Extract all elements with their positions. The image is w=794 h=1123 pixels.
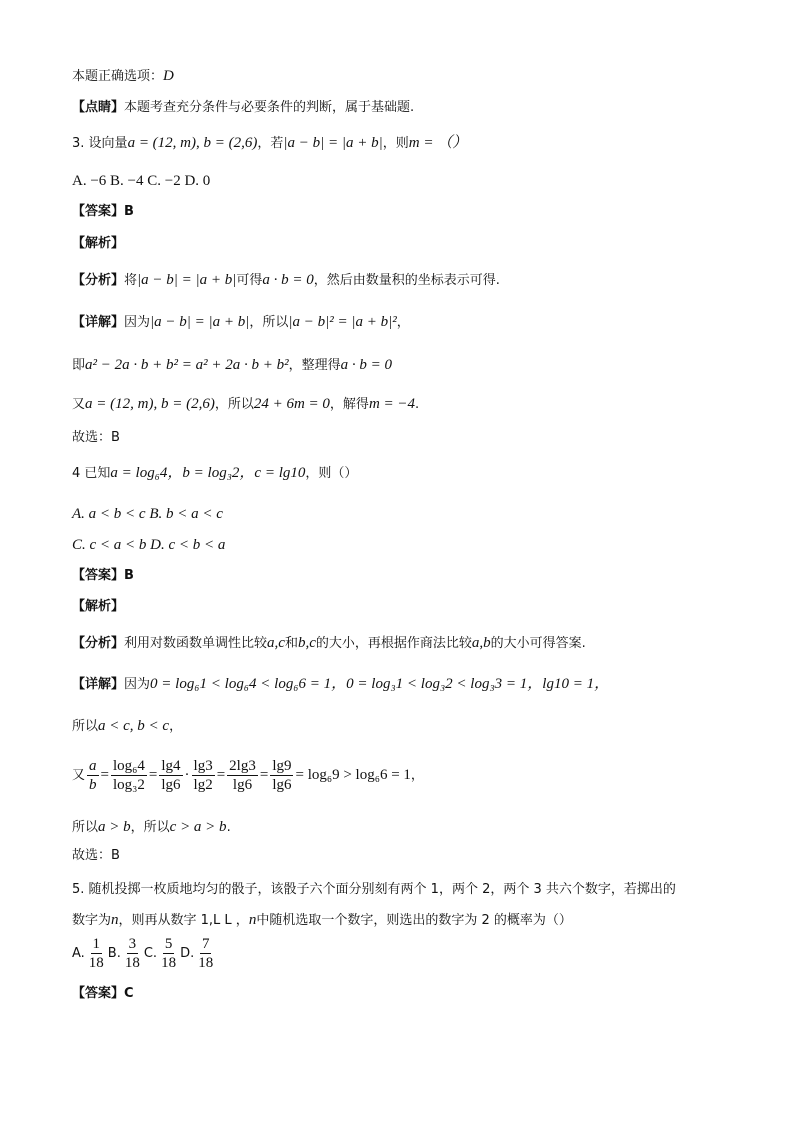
q3-ji-expr: a² − 2a · b + b² = a² + 2a · b + b² xyxy=(85,357,289,373)
q3-fenxi-tag: 【分析】 xyxy=(72,273,125,288)
q3-detail-tag: 【详解】 xyxy=(72,315,125,330)
q5-opt-a-label: A. xyxy=(72,946,85,961)
q3-you: 又 xyxy=(72,397,86,412)
frac-lg3 xyxy=(192,757,215,794)
q3-you-c: ，解得 xyxy=(329,397,369,412)
q4-detail-expr: 0 = log₆1 < log₆4 < log₆6 = 1，0 = log₃1 < log₃2 < log₃3 = 1，lg10 = 1， xyxy=(150,676,610,692)
q4-detail xyxy=(72,674,609,695)
frac3-num: lg4 xyxy=(161,758,181,774)
q4-conclusion xyxy=(72,846,120,866)
q3-vec-a: a = (12, m) xyxy=(127,135,197,151)
q3-ask: m = （） xyxy=(408,135,468,151)
frac5-num: 2lg3 xyxy=(229,758,256,774)
frac6-num: lg9 xyxy=(272,758,292,774)
q4-last-expr2: c > a > b xyxy=(169,819,227,835)
frac-a-over-b xyxy=(87,757,99,794)
q4-answer xyxy=(72,566,134,586)
q4-last-line xyxy=(72,817,231,838)
q4-last-end: . xyxy=(226,820,231,835)
q3-detail xyxy=(72,312,410,333)
q3-detail-c: ， xyxy=(396,315,410,330)
q3-options xyxy=(72,171,210,192)
frac4-num: lg3 xyxy=(193,758,213,774)
q5-line2-n2: n xyxy=(248,912,257,928)
q3-you-expr2: 24 + 6m = 0 xyxy=(253,396,330,412)
q3-ji-expr2: a · b = 0 xyxy=(340,357,393,373)
q3-you-line: 又a = (12, m), b = (2,6)，所以24 + 6m = 0，解得m = −4. xyxy=(72,396,420,412)
q3-ji: 即 xyxy=(72,358,86,373)
q3-you-expr: a = (12, m), b = (2,6) xyxy=(85,396,215,412)
q3-fenxi-expr: |a − b| = |a + b| xyxy=(137,272,237,288)
frac-log xyxy=(111,757,147,794)
q4-suoyi-expr: a < c, b < c xyxy=(98,718,170,734)
q4-suoyi-line xyxy=(72,716,182,737)
q4-options-cd xyxy=(72,535,225,556)
q3-fenxi-b: 可得 xyxy=(236,273,263,288)
q4-tail-end: ， xyxy=(410,768,424,783)
frac-lg4 xyxy=(159,757,182,794)
q3-detail-expr2: |a − b|² = |a + b|² xyxy=(288,314,397,330)
q5-opt-d-label: D. xyxy=(180,946,195,961)
q5-line1: 5. 随机投掷一枚质地均匀的骰子，该骰子六个面分别刻有两个 1，两个 2，两个 3 共六个数字，若掷出的 xyxy=(72,882,676,897)
q4-tail-expr: = log₆9 > log₆6 = 1 xyxy=(295,767,411,783)
q4-suoyi-end: ， xyxy=(169,719,183,734)
q4-options-cd-text: C. c < a < b D. c < b < a xyxy=(72,537,226,553)
q3-vec-b: b = (2,6) xyxy=(203,135,258,151)
note-line xyxy=(72,98,414,118)
q3-stem-a: 设向量 xyxy=(88,136,128,151)
q3-answer xyxy=(72,202,134,222)
q3-fenxi-expr2: a · b = 0 xyxy=(262,272,314,288)
q3-conclusion-text: 故选：B xyxy=(72,430,120,445)
q4-fenxi-bc: b,c xyxy=(297,635,316,651)
q5-opt-d-num: 7 xyxy=(201,936,210,952)
q3-conclusion xyxy=(72,428,120,448)
q5-opt-a-num: 1 xyxy=(92,936,101,952)
q4-stem-label: 4 已知 xyxy=(72,466,111,481)
q3-detail-expr: |a − b| = |a + b| xyxy=(150,314,250,330)
q4-suoyi-a: 所以 xyxy=(72,719,99,734)
q3-answer-tag: 【答案】B xyxy=(72,204,134,219)
q4-analysis-tag: 【解析】 xyxy=(72,599,125,614)
q4-fenxi-ab: a,b xyxy=(471,635,491,651)
q3-analysis xyxy=(72,234,124,254)
q5-opt-c-num: 5 xyxy=(164,936,173,952)
q4-fenxi-c: 的大小，再根据作商法比较 xyxy=(315,636,472,651)
q4-fenxi-ac: a,c xyxy=(267,635,285,651)
q3-ji-line xyxy=(72,355,392,376)
q4-stem-expr: a = log₆4，b = log₃2，c = lg10 xyxy=(110,465,306,481)
q3-options-text: A. −6 B. −4 C. −2 D. 0 xyxy=(72,173,211,189)
q5-opt-a-den: 18 xyxy=(88,955,104,971)
q5-line2-c: 中随机选取一个数字，则选出的数字为 2 的概率为（） xyxy=(256,913,572,928)
q5-opt-b-label: B. xyxy=(107,946,121,961)
q4-analysis xyxy=(72,597,124,617)
q5-answer-tag: 【答案】C xyxy=(72,986,134,1001)
q4-fenxi-d: 的大小可得答案. xyxy=(490,636,586,651)
q4-answer-tag: 【答案】B xyxy=(72,568,134,583)
q3-you-expr3: m = −4 xyxy=(368,396,416,412)
q3-condition: |a − b| = |a + b| xyxy=(283,135,383,151)
q4-fenxi-tag: 【分析】 xyxy=(72,636,125,651)
frac1-den: b xyxy=(89,777,97,793)
q4-last-expr: a > b xyxy=(98,819,131,835)
q5-opt-d-frac xyxy=(196,935,215,972)
q4-detail-tag: 【详解】 xyxy=(72,677,125,692)
frac-2lg3 xyxy=(227,757,258,794)
q4-detail-a: 因为 xyxy=(124,677,151,692)
q4-fenxi-b: 和 xyxy=(284,636,298,651)
q5-line2-b: ，则再从数字 1,L L ， xyxy=(118,913,249,928)
q3-ji-b: ，整理得 xyxy=(288,358,341,373)
q4-options-ab xyxy=(72,504,223,525)
q3-fenxi-c: ，然后由数量积的坐标表示可得. xyxy=(313,273,500,288)
q5-opt-b-frac xyxy=(123,935,142,972)
answer-label: 本题正确选项： xyxy=(72,69,164,84)
q3-stem-c: ，则 xyxy=(382,136,409,151)
q5-stem-line2 xyxy=(72,910,572,931)
q3-you-b: ，所以 xyxy=(214,397,254,412)
answer-line xyxy=(72,66,174,87)
frac3-den: lg6 xyxy=(161,777,181,793)
q3-detail-a: 因为 xyxy=(124,315,151,330)
q4-stem-end: ，则（） xyxy=(305,466,358,481)
frac2-den: log₃2 xyxy=(112,777,145,793)
note-text: 本题考查充分条件与必要条件的判断，属于基础题. xyxy=(124,100,415,115)
q3-fenxi xyxy=(72,270,500,291)
q3-stem: 3. 设向量a = (12, m), b = (2,6)，若|a − b| = |a + b|，则m = （） xyxy=(72,135,468,151)
q4-conclusion-text: 故选：B xyxy=(72,848,120,863)
q5-line2-a: 数字为 xyxy=(72,913,112,928)
q5-opt-c-label: C. xyxy=(143,946,158,961)
frac-lg9 xyxy=(270,757,293,794)
frac6-den: lg6 xyxy=(272,777,292,793)
q4-last-b: ，所以 xyxy=(130,820,170,835)
frac4-den: lg2 xyxy=(193,777,213,793)
q5-options xyxy=(72,934,217,974)
frac2-num: log₆4 xyxy=(112,758,145,774)
q5-line2-n: n xyxy=(111,912,119,928)
q3-fenxi-a: 将 xyxy=(124,273,138,288)
q5-stem-line1 xyxy=(72,880,676,900)
q4-fenxi-a: 利用对数函数单调性比较 xyxy=(124,636,268,651)
q3-detail-b: ，所以 xyxy=(249,315,289,330)
frac1-num: a xyxy=(89,758,97,774)
q4-fraction-line: 又 $\frac{a}{b}$ = $\frac{\text{log₆4}}{\text{log₃2}}$ = $\frac{\lg 4}{\lg 6}$ · $\frac{\lg 3}{\lg 2}$ = $\frac{2\lg 3}{\lg 6}$ = $\frac{\lg 9}{\lg 6}$ = log₆9 > log₆6 = 1， xyxy=(72,758,424,793)
note-tag: 【点睛】 xyxy=(72,100,125,115)
q4-last-a: 所以 xyxy=(72,820,99,835)
q5-opt-b-den: 18 xyxy=(124,955,140,971)
q5-opt-c-den: 18 xyxy=(161,955,177,971)
q4-you: 又 xyxy=(72,768,86,783)
q5-opt-c-frac xyxy=(159,935,178,972)
q5-opt-a-frac xyxy=(87,935,106,972)
q4-stem xyxy=(72,463,357,484)
answer-value: D xyxy=(163,68,174,84)
q3-analysis-tag: 【解析】 xyxy=(72,236,125,251)
q5-opt-d-den: 18 xyxy=(198,955,214,971)
q3-stem-b: ，若 xyxy=(257,136,284,151)
q5-opt-b-num: 3 xyxy=(128,936,137,952)
q3-number: 3. xyxy=(72,136,85,151)
q4-options-ab-text: A. a < b < c B. b < a < c xyxy=(72,506,223,522)
q5-answer xyxy=(72,984,134,1004)
q4-fenxi xyxy=(72,633,586,654)
frac5-den: lg6 xyxy=(232,777,253,793)
